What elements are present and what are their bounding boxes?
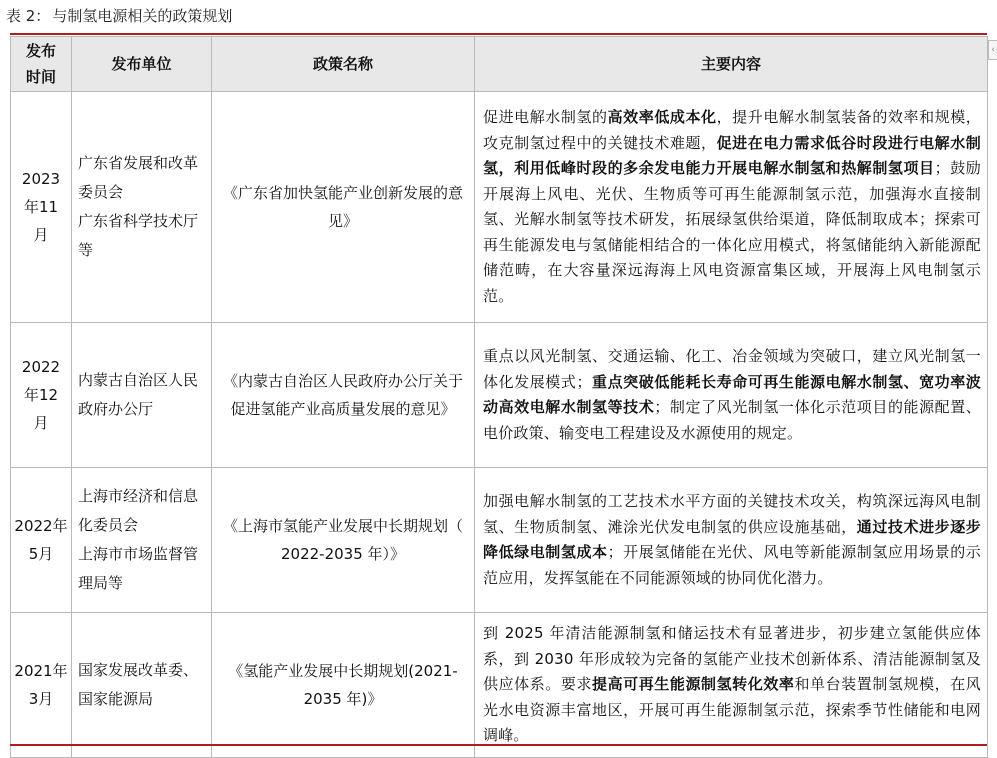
cell-policy-name: 《氢能产业发展中长期规划(2021-2035 年)》	[212, 613, 475, 758]
header-name: 政策名称	[212, 37, 475, 92]
policy-table	[10, 36, 988, 758]
cell-content	[475, 323, 988, 468]
table-caption	[6, 6, 232, 26]
content-text: 促进电解水制氢的	[483, 108, 608, 126]
cell-org: 内蒙古自治区人民政府办公厅	[72, 323, 212, 468]
cell-content	[475, 468, 988, 613]
content-emphasis: 高效率低成本化	[607, 108, 717, 126]
table-header-row	[11, 37, 988, 92]
table-top-rule	[10, 33, 987, 35]
cell-content	[475, 92, 988, 323]
cell-content	[475, 613, 988, 758]
table-row	[11, 323, 988, 468]
cell-policy-name: 《广东省加快氢能产业创新发展的意见》	[212, 92, 475, 323]
cell-date: 2023年11月	[11, 92, 72, 323]
cell-date: 2021年3月	[11, 613, 72, 758]
content-emphasis: 通过技术进步逐步降低绿电制氢成本	[483, 517, 981, 561]
content-emphasis: 重点突破低能耗长寿命可再生能源电解水制氢、宽功率波动高效电解水制氢等技术	[483, 372, 981, 416]
table-row	[11, 468, 988, 613]
cell-org: 广东省发展和改革委员会 广东省科学技术厅等	[72, 92, 212, 323]
cell-policy-name: 《内蒙古自治区人民政府办公厅关于促进氢能产业高质量发展的意见》	[212, 323, 475, 468]
caption-title: 与制氢电源相关的政策规划	[52, 7, 233, 25]
header-content: 主要内容	[475, 37, 988, 92]
content-text: ；开展氢储能在光伏、风电等新能源制氢应用场景的示范应用，发挥氢能在不同能源领域的协同优化潜力。	[483, 543, 981, 587]
cell-org: 国家发展改革委、国家能源局	[72, 613, 212, 758]
content-text: 到 2025 年清洁能源制氢和储运技术有显著进步，初步建立氢能供应体系，到 2030 年形成较为完备的氢能产业技术创新体系、清洁能源制氢及供应体系。要求	[483, 624, 981, 694]
table-row	[11, 92, 988, 323]
header-org: 发布单位	[72, 37, 212, 92]
header-date: 发布时间	[11, 37, 72, 92]
table-row	[11, 613, 988, 758]
table-bottom-rule	[10, 744, 987, 746]
cell-date: 2022年12月	[11, 323, 72, 468]
content-text: ；制定了风光制氢一体化示范项目的能源配置、电价政策、输变电工程建设及水源使用的规定。	[483, 398, 982, 442]
content-text: 重点以风光制氢、交通运输、化工、冶金领域为突破口，建立风光制氢一体化发展模式；	[483, 347, 981, 391]
content-text: ，提升电解水制氢装备的效率和规模，攻克制氢过程中的关键技术难题，	[483, 108, 981, 152]
cell-org: 上海市经济和信息化委员会 上海市市场监督管理局等	[72, 468, 212, 613]
content-text: ；鼓励开展海上风电、光伏、生物质等可再生能源制氢示范，加强海水直接制氢、光解水制氢等技术研发，拓展绿氢供给渠道，降低制取成本；探索可再生能源发电与氢储能相结合的一体化应用模式，将氢储能纳入新能源配储范畴，在大容量深远海海上风电资源富集区域，开展海上风电制氢示范。	[483, 159, 981, 305]
content-text: 和单台装置制氢规模，在风光水电资源丰富地区，开展可再生能源制氢示范，探索季节性储能和电网调峰。	[483, 675, 981, 745]
content-emphasis: 促进在电力需求低谷时段进行电解水制氢，利用低峰时段的多余发电能力开展电解水制氢和热解制氢项目	[483, 133, 981, 177]
content-text: 加强电解水制氢的工艺技术水平方面的关键技术攻关，构筑深远海风电制氢、生物质制氢、滩涂光伏发电制氢的供应设施基础，	[483, 492, 981, 536]
content-emphasis: 提高可再生能源制氢转化效率	[592, 675, 795, 694]
cell-date: 2022年5月	[11, 468, 72, 613]
caption-label: 表 2：	[6, 7, 51, 25]
cell-policy-name: 《上海市氢能产业发展中长期规划（ 2022-2035 年）》	[212, 468, 475, 613]
side-panel-toggle-icon[interactable]: ‹	[988, 40, 997, 60]
